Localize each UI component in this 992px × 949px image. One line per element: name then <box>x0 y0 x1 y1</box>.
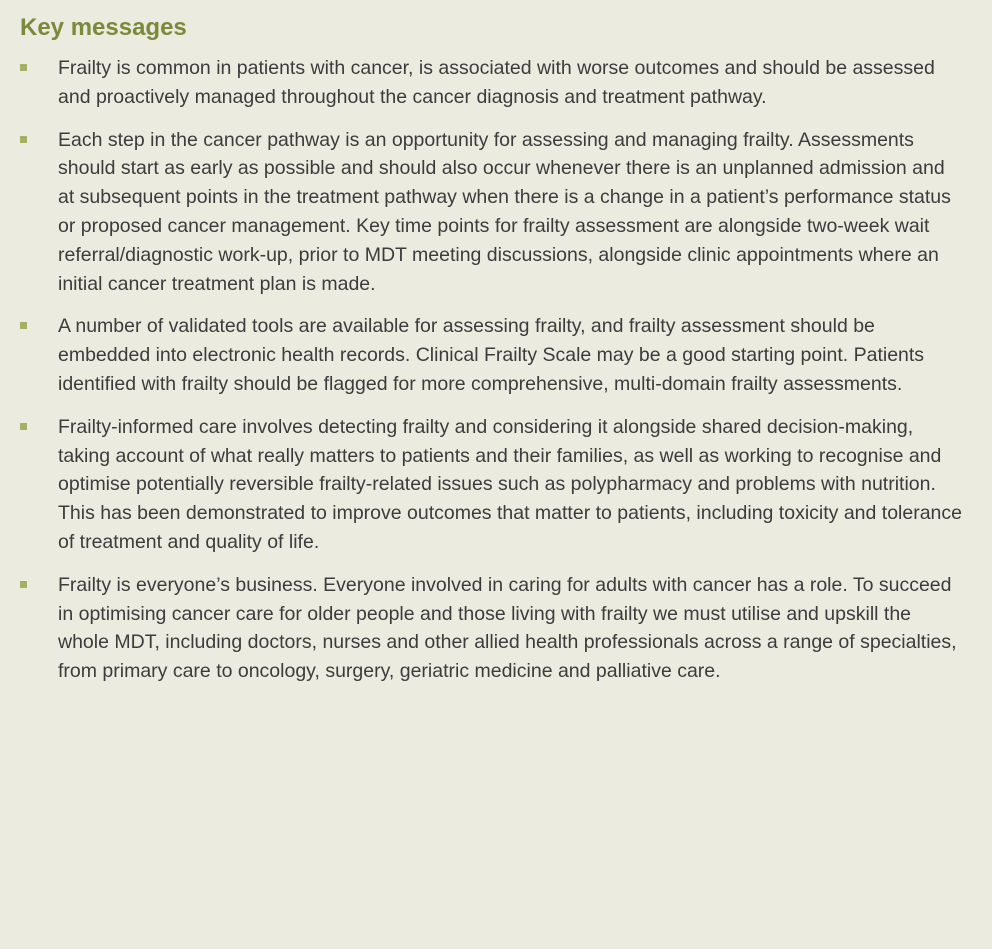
key-messages-list <box>20 54 964 686</box>
section-heading: Key messages <box>20 14 187 41</box>
list-item <box>20 54 964 112</box>
list-item <box>20 126 964 299</box>
square-bullet-icon <box>20 64 27 71</box>
list-item-text: Frailty is everyone’s business. Everyone involved in caring for adults with cancer has a role. To succeed in optimising cancer care for older people and those living with frailty we must utilise and upskill the whole MDT, including doctors, nurses and other allied health professionals across a range of specialties, from primary care to oncology, surgery, geriatric medicine and palliative care. <box>58 573 957 683</box>
square-bullet-icon <box>20 136 27 143</box>
list-item <box>20 413 964 557</box>
square-bullet-icon <box>20 581 27 588</box>
square-bullet-icon <box>20 322 27 329</box>
list-item <box>20 312 964 398</box>
list-item-text: Frailty is common in patients with cancer, is associated with worse outcomes and should be assessed and proactively managed throughout the cancer diagnosis and treatment pathway. <box>58 57 935 108</box>
list-item <box>20 571 964 686</box>
list-item-text: Frailty-informed care involves detecting frailty and considering it alongside shared decision-making, taking account of what really matters to patients and their families, as well as working to recognise and optimise potentially reversible frailty-related issues such as polypharmacy and problems with nutrition. This has been demonstrated to improve outcomes that matter to patients, including toxicity and tolerance of treatment and quality of life. <box>58 415 962 553</box>
square-bullet-icon <box>20 423 27 430</box>
list-item-text: Each step in the cancer pathway is an opportunity for assessing and managing frailty. Assessments should start as early as possible and should also occur whenever there is an unplanned admission and at subsequent points in the treatment pathway when there is a change in a patient’s performance status or proposed cancer management. Key time points for frailty assessment are alongside two-week wait referral/diagnostic work-up, prior to MDT meeting discussions, alongside clinic appointments where an initial cancer treatment plan is made. <box>58 128 951 295</box>
list-item-text: A number of validated tools are available for assessing frailty, and frailty assessment should be embedded into electronic health records. Clinical Frailty Scale may be a good starting point. Patients identified with frailty should be flagged for more comprehensive, multi-domain frailty assessments. <box>58 315 925 395</box>
